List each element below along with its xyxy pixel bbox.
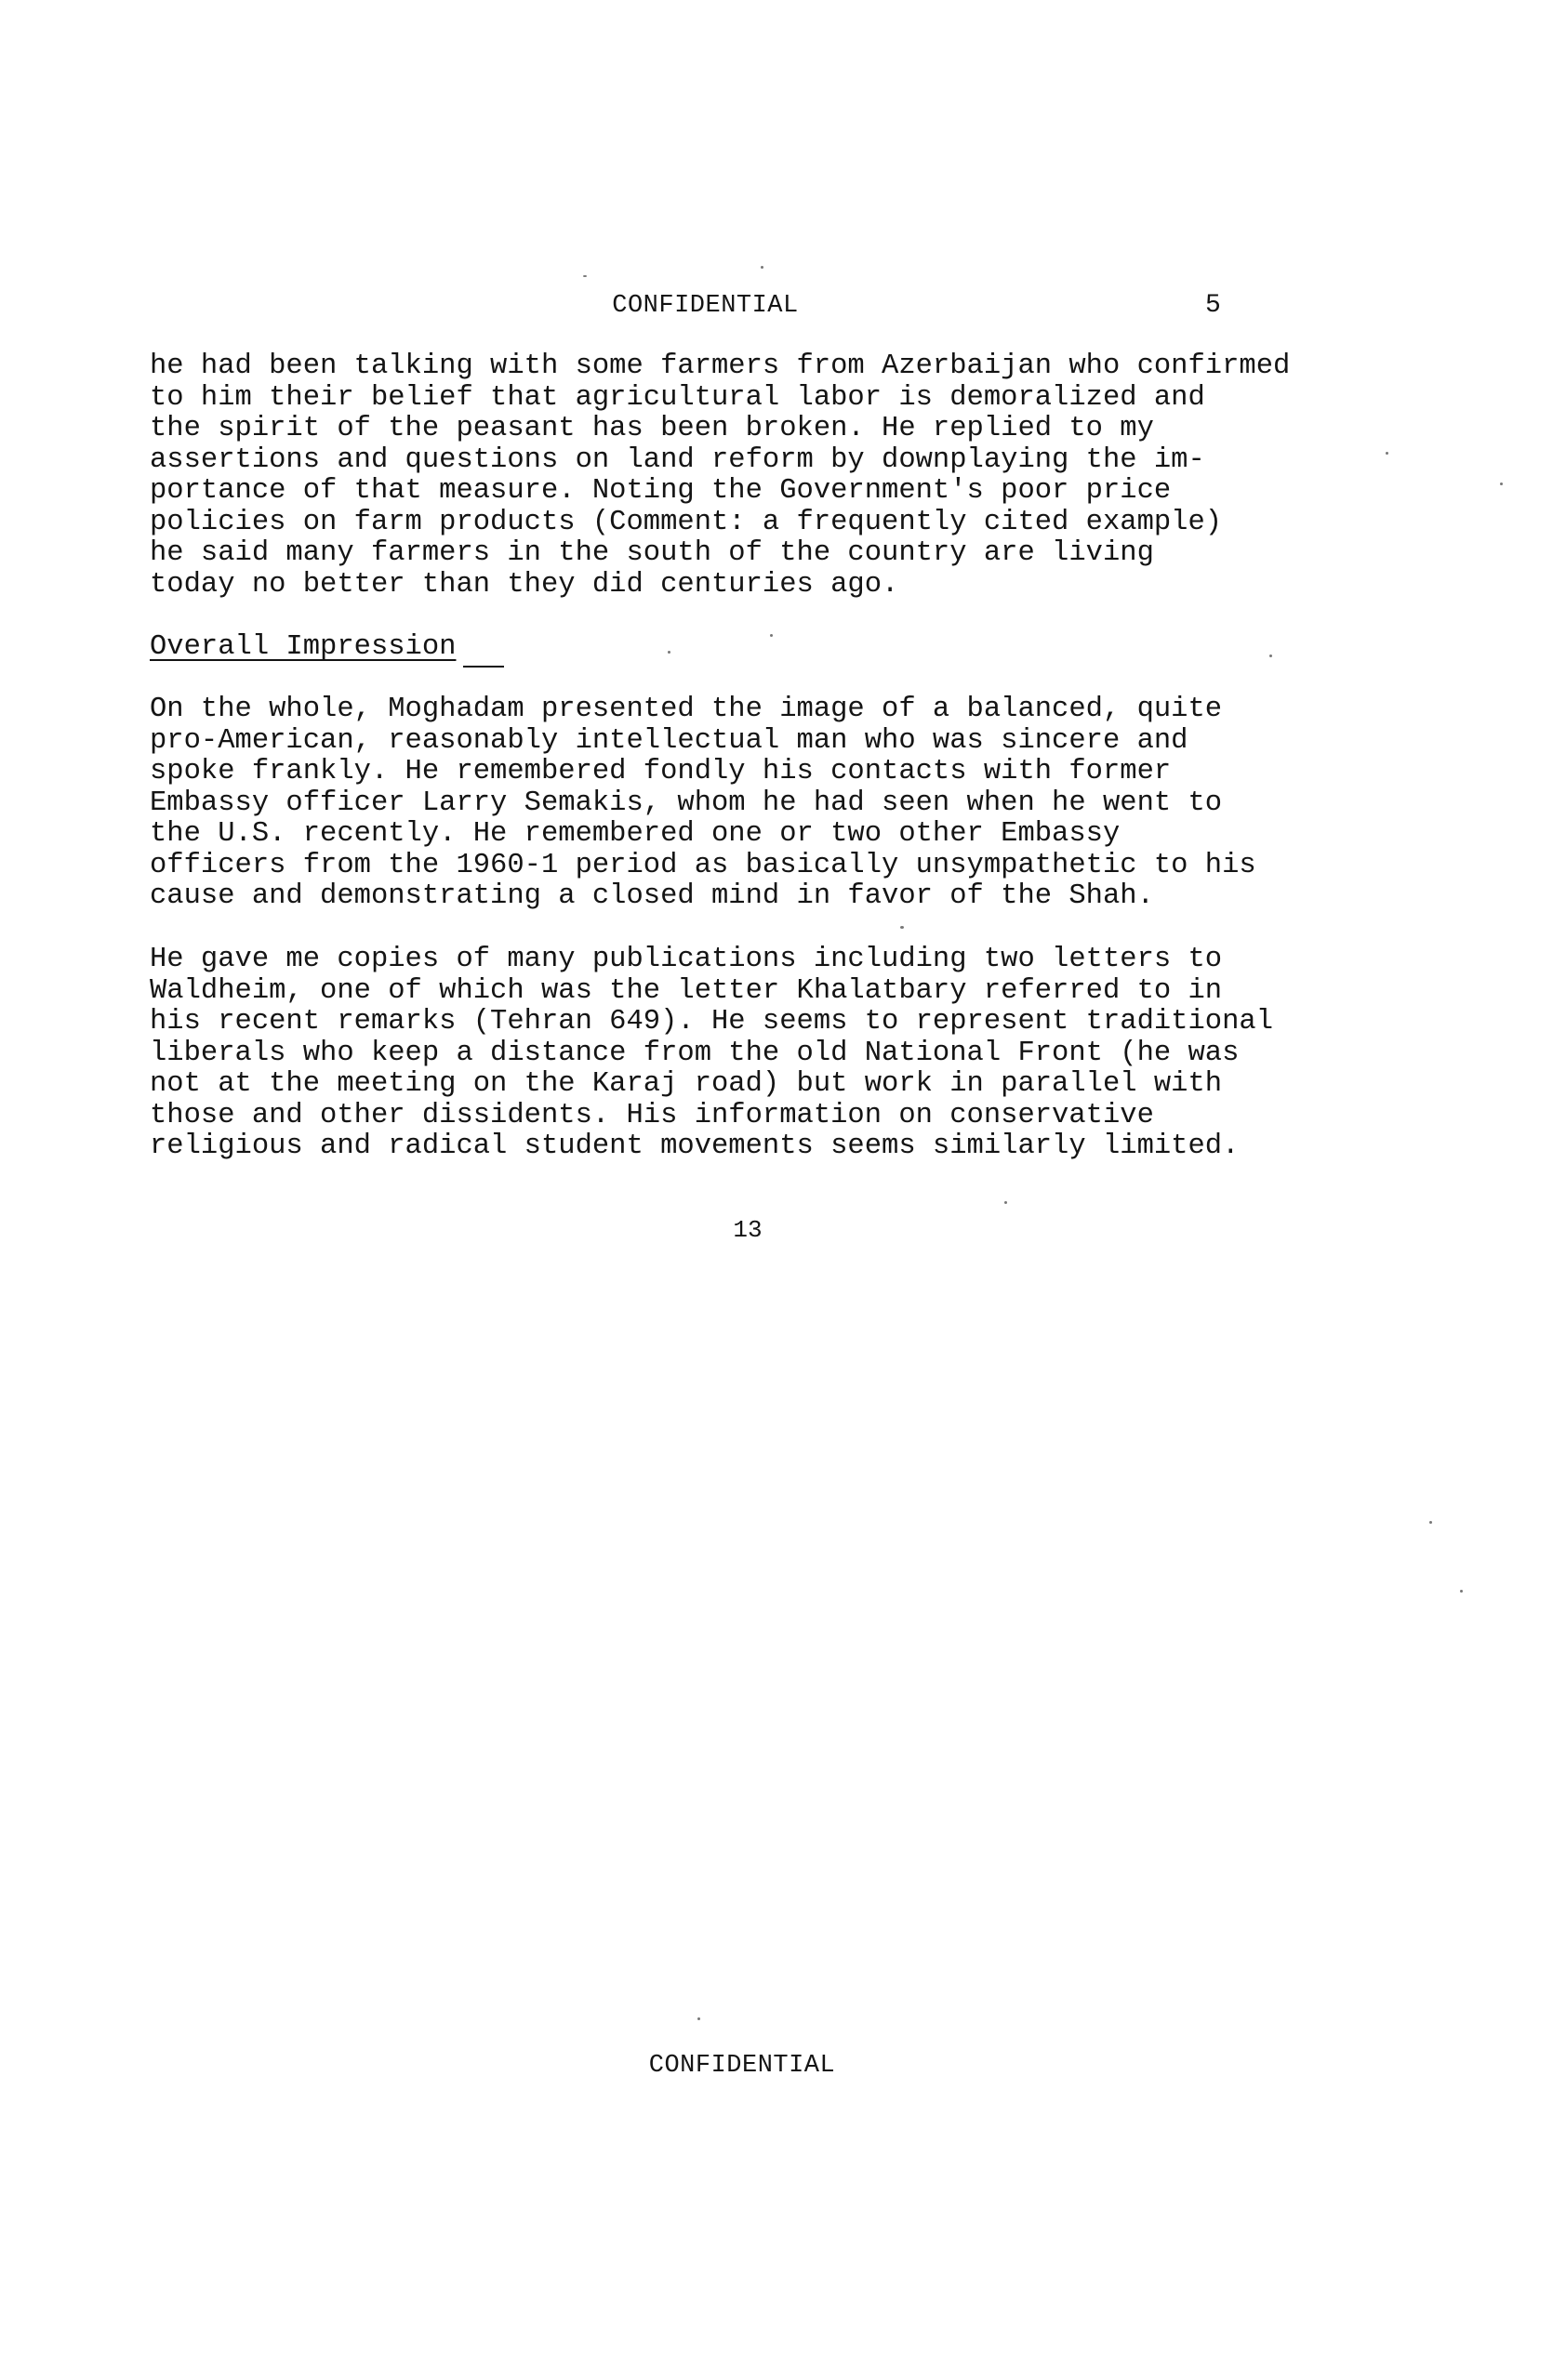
scan-speck bbox=[770, 634, 773, 637]
heading-underline-extension bbox=[463, 666, 504, 668]
scan-speck bbox=[668, 651, 670, 654]
text-line: Embassy officer Larry Semakis, whom he had seen when he went to bbox=[150, 787, 1223, 819]
text-line: portance of that measure. Noting the Government's poor price bbox=[150, 475, 1172, 507]
text-line: On the whole, Moghadam presented the image of a balanced, quite bbox=[150, 694, 1223, 725]
body-paragraph-3 bbox=[150, 945, 1452, 1163]
scan-speck bbox=[900, 926, 904, 929]
text-line: liberals who keep a distance from the old National Front (he was bbox=[150, 1037, 1240, 1069]
text-line: his recent remarks (Tehran 649). He seems to represent traditional bbox=[150, 1006, 1273, 1038]
body-paragraph-2 bbox=[150, 694, 1452, 913]
text-line: religious and radical student movements seems similarly limited. bbox=[150, 1130, 1240, 1162]
text-line: the U.S. recently. He remembered one or two other Embassy bbox=[150, 818, 1121, 850]
text-line: to him their belief that agricultural labor is demoralized and bbox=[150, 381, 1205, 414]
text-line: assertions and questions on land reform by downplaying the im- bbox=[150, 443, 1205, 476]
text-line: policies on farm products (Comment: a frequently cited example) bbox=[150, 506, 1223, 538]
body-paragraph-1 bbox=[150, 351, 1452, 601]
header-classification-marking: CONFIDENTIAL bbox=[612, 292, 799, 320]
text-line: today no better than they did centuries ago. bbox=[150, 568, 899, 601]
text-line: cause and demonstrating a closed mind in favor of the Shah. bbox=[150, 880, 1154, 912]
text-line: he said many farmers in the south of the country are living bbox=[150, 537, 1154, 569]
scan-speck bbox=[1429, 1521, 1432, 1524]
text-line: Waldheim, one of which was the letter Khalatbary referred to in bbox=[150, 974, 1223, 1007]
text-line: he had been talking with some farmers from Azerbaijan who confirmed bbox=[150, 350, 1291, 382]
scan-speck bbox=[1460, 1590, 1463, 1593]
text-line: pro-American, reasonably intellectual man who was sincere and bbox=[150, 724, 1188, 757]
scan-speck bbox=[697, 2017, 700, 2020]
footer-classification-marking: CONFIDENTIAL bbox=[648, 2052, 836, 2080]
text-line: not at the meeting on the Karaj road) but work in parallel with bbox=[150, 1068, 1223, 1100]
scan-speck bbox=[1269, 654, 1272, 657]
scan-speck bbox=[1500, 483, 1503, 485]
scan-speck bbox=[583, 275, 587, 277]
section-heading-overall-impression: Overall Impression bbox=[150, 631, 457, 663]
text-line: those and other dissidents. His information on conservative bbox=[150, 1099, 1154, 1131]
text-line: officers from the 1960-1 period as basically unsympathetic to his bbox=[150, 849, 1256, 881]
text-line: spoke frankly. He remembered fondly his contacts with former bbox=[150, 756, 1172, 787]
header-page-number: 5 bbox=[1205, 291, 1221, 320]
scan-speck bbox=[1004, 1201, 1007, 1204]
document-page-number: 13 bbox=[733, 1216, 763, 1244]
scan-speck bbox=[761, 266, 763, 269]
scan-speck bbox=[1386, 452, 1388, 455]
text-line: He gave me copies of many publications including two letters to bbox=[150, 944, 1223, 975]
text-line: the spirit of the peasant has been broken. He replied to my bbox=[150, 413, 1154, 444]
